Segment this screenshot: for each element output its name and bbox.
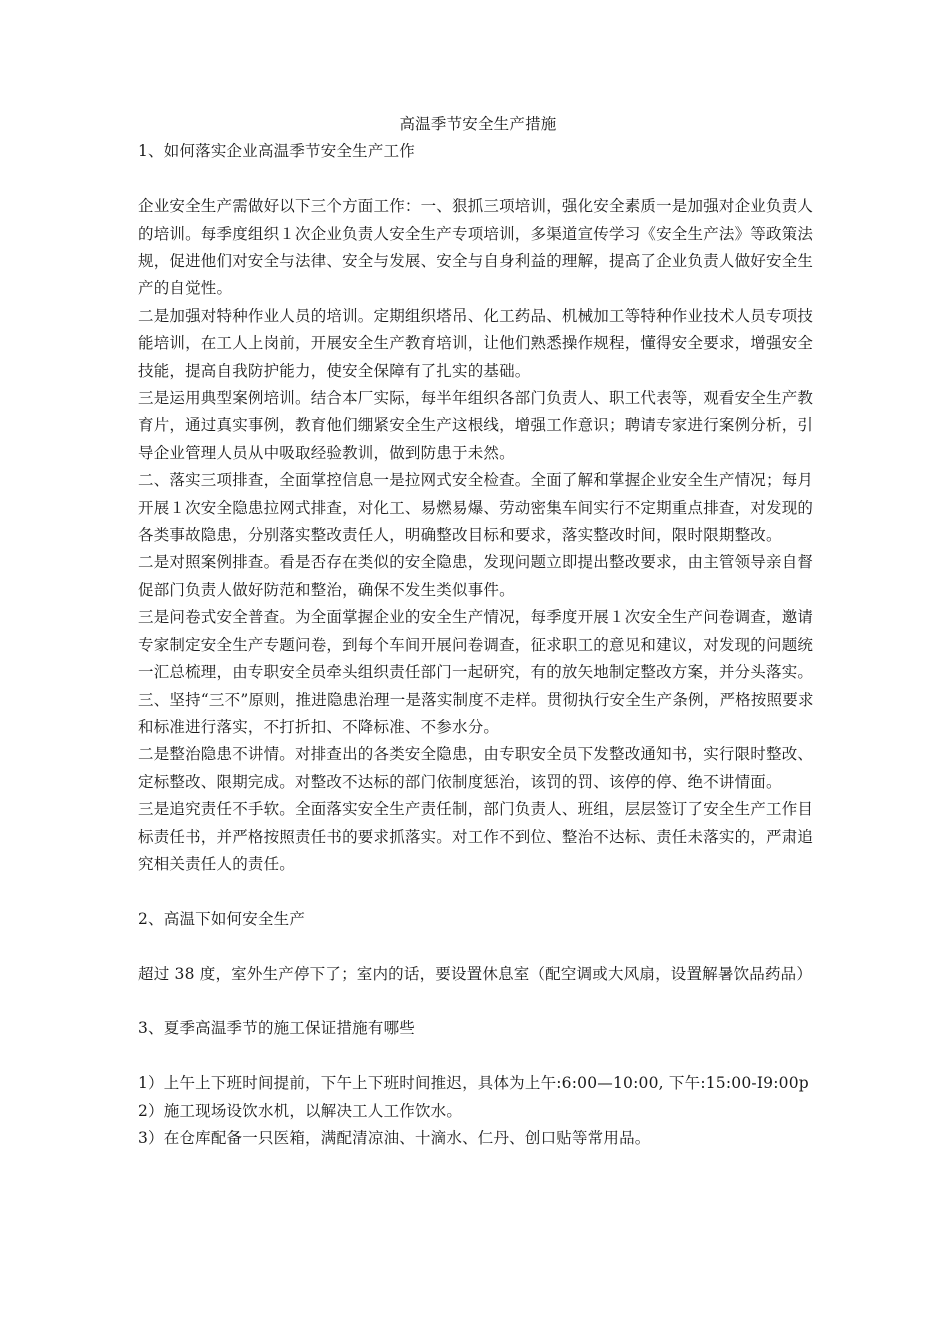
paragraph: 企业安全生产需做好以下三个方面工作：一、狠抓三项培训，强化安全素质一是加强对企业负责人的培训。每季度组织１次企业负责人安全生产专项培训，多渠道宣传学习《安全生产法》等政策法规，促进他们对安全与法律、安全与发展、安全与自身利益的理解，提高了企业负责人做好安全生产的自觉性。 bbox=[138, 197, 814, 298]
blank-line bbox=[138, 878, 818, 905]
section-heading: 2、高温下如何安全生产 bbox=[138, 909, 306, 928]
document-title: 高温季节安全生产措施 bbox=[399, 115, 557, 133]
blank-line bbox=[138, 1043, 818, 1070]
blank-line bbox=[138, 988, 818, 1015]
paragraph: 二是加强对特种作业人员的培训。定期组织塔吊、化工药品、机械加工等特种作业技术人员专项技能培训，在工人上岗前，开展安全生产教育培训，让他们熟悉操作规程，懂得安全要求，增强安全技能，提高自我防护能力，使安全保障有了扎实的基础。 bbox=[138, 306, 814, 380]
section-heading: 3、夏季高温季节的施工保证措施有哪些 bbox=[138, 1019, 415, 1038]
blank-line bbox=[138, 933, 818, 960]
paragraph: 超过 38 度，室外生产停下了；室内的话，要设置休息室（配空调或大风扇，设置解暑饮品药品） bbox=[138, 964, 813, 983]
list-item: 2）施工现场设饮水机，以解决工人工作饮水。 bbox=[138, 1101, 463, 1120]
paragraph: 二、落实三项排查，全面掌控信息一是拉网式安全检查。全面了解和掌握企业安全生产情况；每月开展１次安全隐患拉网式排查，对化工、易燃易爆、劳动密集车间实行不定期重点排查，对发现的各类事故隐患，分别落实整改责任人，明确整改目标和要求，落实整改时间，限时限期整改。 bbox=[138, 471, 814, 545]
paragraph: 二是整治隐患不讲情。对排查出的各类安全隐患，由专职安全员下发整改通知书，实行限时整改、定标整改、限期完成。对整改不达标的部门依制度惩治，该罚的罚、该停的停、绝不讲情面。 bbox=[138, 745, 814, 791]
blank-line bbox=[138, 166, 818, 193]
paragraph: 二是对照案例排查。看是否存在类似的安全隐患，发现问题立即提出整改要求，由主管领导亲自督促部门负责人做好防范和整治，确保不发生类似事件。 bbox=[138, 553, 814, 599]
paragraph: 三是追究责任不手软。全面落实安全生产责任制，部门负责人、班组，层层签订了安全生产工作目标责任书，并严格按照责任书的要求抓落实。对工作不到位、整治不达标、责任未落实的，严肃追究相关责任人的责任。 bbox=[138, 800, 814, 873]
paragraph: 三是运用典型案例培训。结合本厂实际，每半年组织各部门负责人、职工代表等，观看安全生产教育片，通过真实事例，教育他们绷紧安全生产这根线，增强工作意识；聘请专家进行案例分析，引导企业管理人员从中吸取经验教训，做到防患于未然。 bbox=[138, 389, 814, 462]
section-heading: 1、如何落实企业高温季节安全生产工作 bbox=[138, 142, 415, 161]
paragraph: 三是问卷式安全普查。为全面掌握企业的安全生产情况，每季度开展１次安全生产问卷调查，邀请专家制定安全生产专题问卷，到每个车间开展问卷调查，征求职工的意见和建议，对发现的问题统一汇总梳理，由专职安全员牵头组织责任部门一起研究，有的放矢地制定整改方案，并分头落实。 bbox=[138, 608, 814, 682]
list-item: 3）在仓库配备一只医箱，满配清凉油、十滴水、仁丹、创口贴等常用品。 bbox=[138, 1128, 651, 1147]
list-item: 1）上午上下班时间提前，下午上下班时间推迟，具体为上午:6:00—10:00, 下午:15:00-I9:00p bbox=[138, 1074, 809, 1093]
paragraph: 三、坚持“三不”原则，推进隐患治理一是落实制度不走样。贯彻执行安全生产条例，严格按照要求和标准进行落实，不打折扣、不降标准、不参水分。 bbox=[138, 690, 814, 736]
document-body bbox=[138, 111, 818, 1152]
